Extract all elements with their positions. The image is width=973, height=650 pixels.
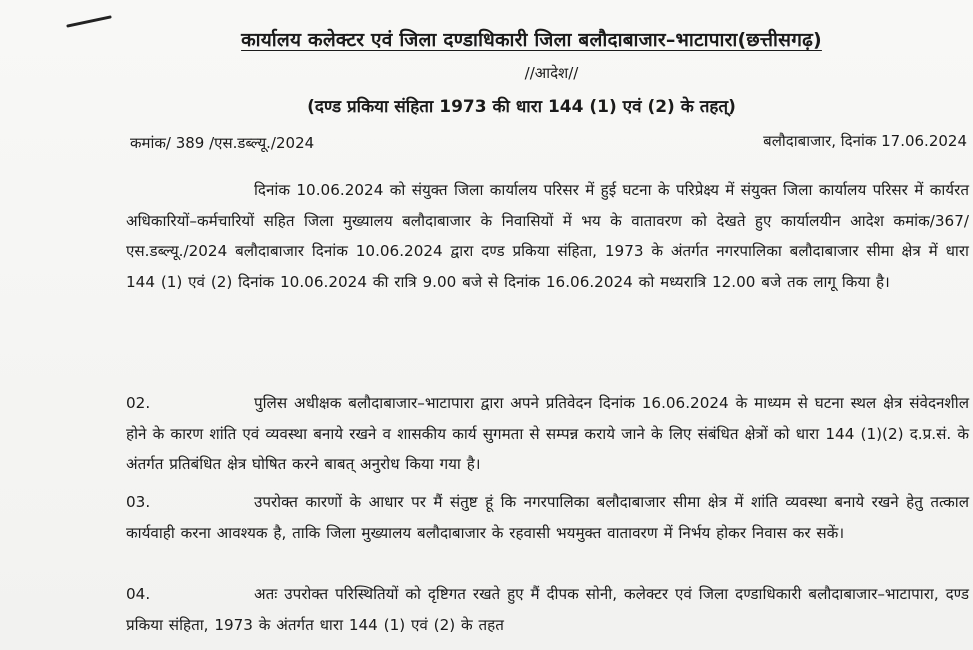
office-title [0,26,973,52]
paragraph-1 [126,175,969,297]
order-label: //आदेश// [524,64,579,82]
paragraph-4-text: अतः उपरोक्त परिस्थितियों को दृष्टिगत रखते हुए मैं दीपक सोनी, कलेक्टर एवं जिला दण्डाधिकारी बलौदाबाजार–भाटापारा, दण्ड प्रकिया संहिता, 1973 के अंतर्गत धारा 144 (1) एवं (2) के तहत [126,585,969,634]
paragraph-1-text: दिनांक 10.06.2024 को संयुक्त जिला कार्यालय परिसर में हुई घटना के परिप्रेक्ष्य में संयुक्त जिला कार्यालय परिसर में कार्यरत अधिकारियों–कर्मचारियों सहित जिला मुख्यालय बलौदाबाजार के निवासियों में भय के वातावरण को देखते हुए कार्यालयीन आदेश कमांक/367/एस.डब्ल्यू./2024 बलौदाबाजार दिनांक 10.06.2024 द्वारा दण्ड प्रकिया संहिता, 1973 के अंतर्गत नगरपालिका बलौदाबाजार सीमा क्षेत्र में धारा 144 (1) एवं (2) दिनांक 10.06.2024 की रात्रि 9.00 बजे से दिनांक 16.06.2024 को मध्यरात्रि 12.00 बजे तक लागू किया है। [126,181,969,291]
reference-number: कमांक/ 389 /एस.डब्ल्यू./2024 [130,134,315,152]
paragraph-4-number: 04. [126,585,151,603]
paragraph-3-number: 03. [126,493,151,511]
paragraph-4 [126,579,969,640]
order-subtitle: (दण्ड प्रकिया संहिता 1973 की धारा 144 (1) एवं (2) के तहत्) [307,97,736,117]
paragraph-2-number: 02. [126,394,151,412]
paragraph-3 [126,487,969,548]
paragraph-2-text: पुलिस अधीक्षक बलौदाबाजार–भाटापारा द्वारा अपने प्रतिवेदन दिनांक 16.06.2024 के माध्यम से घटना स्थल क्षेत्र संवेदनशील होने के कारण शांति एवं व्यवस्था बनाये रखने व शासकीय कार्य सुगमता से सम्पन्न कराये जाने के लिए संबंधित क्षेत्रों को धारा 144 (1)(2) द.प्र.सं. के अंतर्गत प्रतिबंधित क्षेत्र घोषित करने बाबत् अनुरोध किया गया है। [126,394,969,473]
office-title-text: कार्यालय कलेक्टर एवं जिला दण्डाधिकारी जिला बलौदाबाजार–भाटापारा(छत्तीसगढ़) [241,29,822,51]
place-date: बलौदाबाजार, दिनांक 17.06.2024 [763,132,967,150]
paragraph-3-text: उपरोक्त कारणों के आधार पर मैं संतुष्ट हूं कि नगरपालिका बलौदाबाजार सीमा क्षेत्र में शांति व्यवस्था बनाये रखने हेतु तत्काल कार्यवाही करना आवश्यक है, ताकि जिला मुख्यालय बलौदाबाजार के रहवासी भयमुक्त वातावरण में निर्भय होकर निवास कर सकें। [126,493,969,542]
paragraph-2 [126,388,969,480]
